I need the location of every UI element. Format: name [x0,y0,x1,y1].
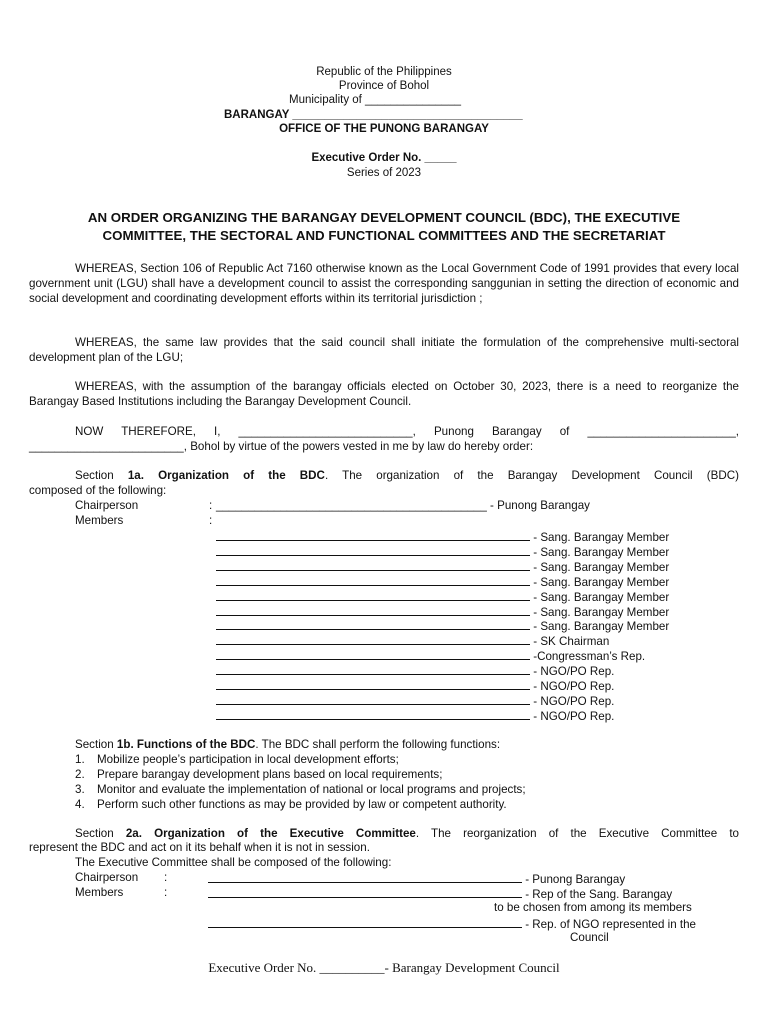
page-footer: Executive Order No. __________- Barangay Development Council [208,960,560,975]
list-item: 1. Mobilize people’s participation in local development efforts; [75,753,399,766]
title-line-1: AN ORDER ORGANIZING THE BARANGAY DEVELOPMENT COUNCIL (BDC), THE EXECUTIVE [87,210,681,225]
bdc-members-colon: : [209,514,213,527]
bdc-member-row: - Sang. Barangay Member [216,589,669,606]
republic-line: Republic of the Philippines [316,66,452,78]
title-line-2: COMMITTEE, THE SECTORAL AND FUNCTIONAL COMMITTEES AND THE SECRETARIAT [102,228,666,243]
bdc-member-row: - Sang. Barangay Member [216,574,669,591]
ec-ngo-row-2: Council [570,931,609,944]
section-1a-text-2: composed of the following: [29,484,167,497]
section-2a-text-3: The Executive Committee shall be composed of the following: [75,856,392,869]
bdc-members-label: Members [75,514,124,527]
bdc-chair-colon: : [209,499,213,512]
bdc-member-row: - Sang. Barangay Member [216,559,669,576]
section-1b-heading: Section 1b. Functions of the BDC. The BDC shall perform the following functions: [75,738,501,751]
bdc-member-row: - Sang. Barangay Member [216,529,669,546]
barangay-line [224,108,523,122]
list-item: 4. Perform such other functions as may be provided by law or competent authority. [75,798,507,811]
bdc-member-row: - Sang. Barangay Member [216,618,669,635]
whereas-paragraph-1: WHEREAS, Section 106 of Republic Act 7160 otherwise known as the Local Government Code of 1991 provides that every local government unit (LGU) shall have a development council to assist the corresponding sanggunian in setting the direction of economic and social development and coordinating development efforts within its territorial jurisdiction ; [29,262,739,305]
bdc-member-row: - SK Chairman [216,633,609,650]
bdc-chair-line: __________________________________________ - Punong Barangay [216,499,590,512]
bdc-member-row: -Congressman’s Rep. [216,648,645,665]
ec-sang-row-2: to be chosen from among its members [494,901,692,914]
bdc-member-row: - NGO/PO Rep. [216,708,614,725]
list-item: 3. Monitor and evaluate the implementation of national or local programs and projects; [75,783,526,796]
section-2a-heading: Section 2a. Organization of the Executive Committee. The reorganization of the Executive Committee to [75,827,740,840]
series-line: Series of 2023 [346,167,422,179]
section-1a-heading: Section 1a. Organization of the BDC. The organization of the Barangay Development Council (BDC) [75,469,739,482]
ec-members-label: Members [75,886,124,899]
bdc-member-row: - NGO/PO Rep. [216,693,614,710]
bdc-functions-list [75,752,526,812]
list-item: 2. Prepare barangay development plans based on local requirements; [75,768,443,781]
bdc-member-row: - NGO/PO Rep. [216,663,614,680]
whereas-paragraph-3: WHEREAS, with the assumption of the barangay officials elected on October 30, 2023, there is a need to reorganize the Barangay Based Institutions including the Barangay Development Council. [29,380,739,408]
ec-members-colon: : [164,886,168,899]
eo-number: Executive Order No. _____ [311,152,457,164]
ec-chair-row: - Punong Barangay [208,871,625,888]
bdc-chair-label: Chairperson [75,499,139,512]
whereas-paragraph-2: WHEREAS, the same law provides that the said council shall initiate the formulation of the comprehensive multi-sectoral development plan of the LGU; [29,336,739,364]
ec-chair-colon: : [164,871,168,884]
barangay-label: BARANGAY [224,109,290,121]
ec-chair-label: Chairperson [75,871,139,884]
province-line: Province of Bohol [338,80,430,92]
bdc-member-row: - NGO/PO Rep. [216,678,614,695]
ec-sang-row: - Rep of the Sang. Barangay [208,886,672,903]
order-title [40,209,728,245]
ec-ngo-row: - Rep. of NGO represented in the [208,916,696,933]
now-therefore-line-1: NOW THEREFORE, I, ___________________________, Punong Barangay of _______________________, [75,425,739,438]
bdc-member-row: - Sang. Barangay Member [216,604,669,621]
municipality-line: Municipality of _______________ [289,94,461,106]
office-line: OFFICE OF THE PUNONG BARANGAY [279,123,489,135]
barangay-blank: ____________________________________ [292,109,523,121]
now-therefore-line-2: ________________________, Bohol by virtue of the powers vested in me by law do hereby order: [29,440,534,453]
section-2a-text-2: represent the BDC and act on it its behalf when it is not in session. [29,841,370,854]
bdc-member-row: - Sang. Barangay Member [216,544,669,561]
